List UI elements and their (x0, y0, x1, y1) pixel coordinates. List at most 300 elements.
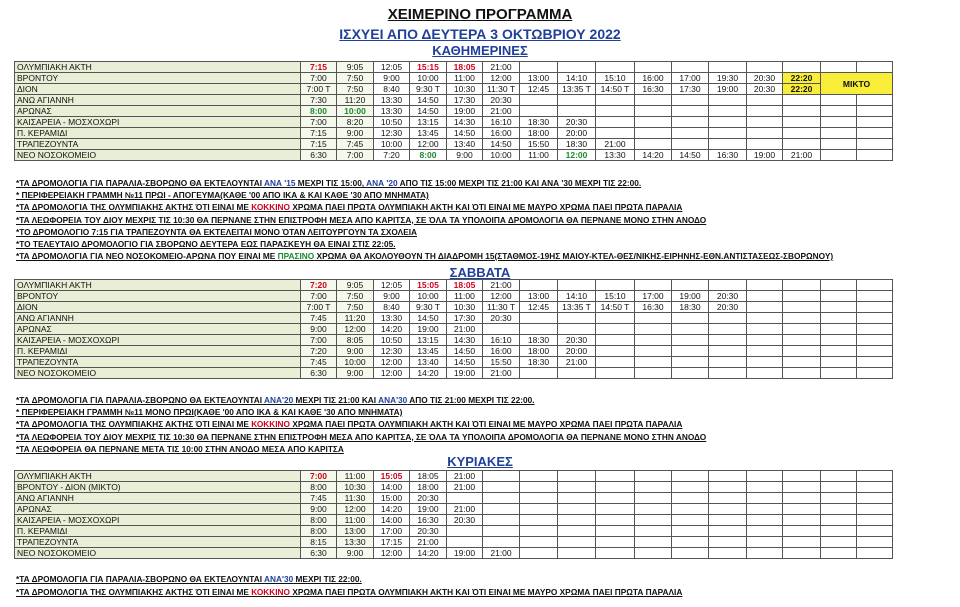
time-cell: 18:05 (410, 471, 447, 482)
note-line (16, 239, 396, 249)
time-cell (821, 324, 857, 335)
time-cell: 11:00 (447, 291, 483, 302)
time-cell (672, 139, 709, 150)
time-cell: 11:20 (337, 313, 374, 324)
note-text: *ΤΑ ΔΡΟΜΟΛΟΓΙΑ ΓΙΑ ΠΑΡΑΛΙΑ-ΣΒΟΡΩΝΟ ΘΑ ΕΚΤΕΛΟΥΝΤΑΙ (16, 178, 265, 188)
time-cell (709, 357, 747, 368)
time-cell: 13:35 Τ (558, 84, 596, 95)
time-cell (520, 515, 558, 526)
time-cell: 10:50 (374, 117, 410, 128)
time-cell: 9:00 (374, 291, 410, 302)
note-text: ΑΠΟ ΤΙΣ 21:00 ΜΕΧΡΙ ΤΙΣ 22:00. (407, 395, 535, 405)
note-line (16, 444, 344, 454)
time-cell: 13:45 (410, 346, 447, 357)
time-cell (558, 515, 596, 526)
time-cell: 7:00 (301, 117, 337, 128)
time-cell: 13:45 (410, 128, 447, 139)
stop-name: ΟΛΥΜΠΙΑΚΗ ΑΚΤΗ (15, 471, 301, 482)
time-cell: 20:30 (747, 84, 783, 95)
time-cell: 12:00 (337, 504, 374, 515)
note-text: ΚΟΚΚΙΝΟ (251, 202, 291, 213)
time-cell: 7:45 (301, 313, 337, 324)
time-cell (747, 515, 783, 526)
time-cell: 15:10 (596, 73, 635, 84)
time-cell: 20:30 (447, 515, 483, 526)
time-cell (747, 324, 783, 335)
table-row (15, 346, 893, 357)
time-cell (483, 515, 520, 526)
time-cell (783, 537, 821, 548)
stop-name: ΑΝΩ ΑΓΙΑΝΝΗ (15, 313, 301, 324)
time-cell (520, 504, 558, 515)
time-cell (520, 493, 558, 504)
time-cell: 9:00 (337, 346, 374, 357)
stop-name: ΑΝΩ ΑΓΙΑΝΝΗ (15, 493, 301, 504)
time-cell (857, 493, 893, 504)
time-cell: 12:45 (520, 302, 558, 313)
time-cell: 12:00 (337, 324, 374, 335)
time-cell (747, 471, 783, 482)
time-cell (672, 95, 709, 106)
time-cell: 7:30 (301, 95, 337, 106)
table-row (15, 150, 893, 161)
time-cell (857, 537, 893, 548)
time-cell (783, 357, 821, 368)
time-cell: 21:00 (447, 482, 483, 493)
time-cell: 14:50 (483, 139, 520, 150)
stop-name: ΑΝΩ ΑΓΙΑΝΝΗ (15, 95, 301, 106)
stop-name: Π. ΚΕΡΑΜΙΔΙ (15, 346, 301, 357)
stop-name: ΔΙΟΝ (15, 302, 301, 313)
time-cell: 15:50 (483, 357, 520, 368)
time-cell (635, 548, 672, 559)
time-cell (821, 368, 857, 379)
time-cell: 13:40 (447, 139, 483, 150)
time-cell (672, 526, 709, 537)
stop-name: ΑΡΩΝΑΣ (15, 106, 301, 117)
time-cell (596, 280, 635, 291)
time-cell: 12:00 (483, 73, 520, 84)
time-cell: 14:50 Τ (596, 84, 635, 95)
time-cell (747, 368, 783, 379)
note-text: ΜΕΧΡΙ ΤΙΣ 21:00 ΚΑΙ (293, 395, 379, 405)
time-cell: 9:00 (374, 73, 410, 84)
time-cell: 18:05 (447, 280, 483, 291)
time-cell (635, 95, 672, 106)
time-cell (747, 335, 783, 346)
time-cell: 20:30 (558, 117, 596, 128)
stop-name: ΒΡΟΝΤΟΥ - ΔΙΟΝ (ΜΙΚΤΟ) (15, 482, 301, 493)
time-cell: 7:00 (301, 73, 337, 84)
time-cell (821, 117, 857, 128)
time-cell (520, 471, 558, 482)
note-text: *ΤΑ ΔΡΟΜΟΛΟΓΙΑ ΤΗΣ ΟΛΥΜΠΙΑΚΗΣ ΑΚΤΗΣ ΌΤΙ ΕΙΝΑΙ ΜΕ (16, 587, 252, 597)
time-cell (747, 313, 783, 324)
time-cell (857, 548, 893, 559)
time-cell: 14:20 (410, 368, 447, 379)
time-cell (747, 302, 783, 313)
time-cell (857, 62, 893, 73)
time-cell: 19:00 (447, 548, 483, 559)
stop-name: ΤΡΑΠΕΖΟΥΝΤΑ (15, 537, 301, 548)
time-cell: 8:15 (301, 537, 337, 548)
time-cell: 18:30 (672, 302, 709, 313)
note-text: *ΤΑ ΛΕΩΦΟΡΕΙΑ ΘΑ ΠΕΡΝΑΝΕ ΜΕΤΑ ΤΙΣ 10:00 ΣΤΗΝ ΑΝΟΔΟ ΜΕΣΑ ΑΠΟ ΚΑΡΙΤΣΑ (16, 443, 344, 454)
time-cell: 16:30 (635, 302, 672, 313)
time-cell (635, 128, 672, 139)
time-cell (857, 526, 893, 537)
time-cell: 7:15 (301, 128, 337, 139)
note-line (16, 227, 417, 237)
time-cell: 6:30 (301, 548, 337, 559)
time-cell: 18:30 (558, 139, 596, 150)
time-cell: 16:10 (483, 335, 520, 346)
time-cell (672, 62, 709, 73)
time-cell: 19:30 (709, 73, 747, 84)
time-cell: 10:30 (447, 302, 483, 313)
note-line (16, 202, 682, 212)
time-cell (558, 493, 596, 504)
note-text: ΑΝΑ'30 (378, 395, 408, 405)
stop-name: ΤΡΑΠΕΖΟΥΝΤΑ (15, 139, 301, 150)
time-cell: 18:00 (520, 346, 558, 357)
time-cell: 20:30 (410, 526, 447, 537)
sunday-table (14, 470, 893, 559)
time-cell (709, 106, 747, 117)
note-text: ΧΡΩΜΑ ΘΑ ΑΚΟΛΟΥΘΟΥΝ ΤΗ ΔΙΑΔΡΟΜΗ 15(ΣΤΑΘΜΟΣ-19ΗΣ ΜΑΙΟΥ-ΚΤΕΛ-ΘΕΣ/ΝΙΚΗΣ-ΕΙΡΗΝΗΣ-ΕΘΝ.ΑΝΤΙΣΤΑΣΕΩΣ-ΣΒΟΡΩΝΟΥ) (314, 251, 834, 262)
time-cell (635, 62, 672, 73)
time-cell (783, 504, 821, 515)
time-cell (783, 62, 821, 73)
time-cell (783, 335, 821, 346)
time-cell: 14:50 (410, 313, 447, 324)
time-cell: 21:00 (558, 357, 596, 368)
time-cell (709, 280, 747, 291)
time-cell (635, 471, 672, 482)
time-cell: 21:00 (483, 62, 520, 73)
time-cell: 13:15 (410, 117, 447, 128)
time-cell: 13:00 (520, 73, 558, 84)
table-row (15, 515, 893, 526)
time-cell (857, 280, 893, 291)
time-cell: 13:30 (374, 106, 410, 117)
time-cell (520, 482, 558, 493)
page-subtitle: ΙΣΧΥΕΙ ΑΠΟ ΔΕΥΤΕΡΑ 3 ΟΚΤΩΒΡΙΟΥ 2022 (339, 26, 621, 42)
time-cell: 19:00 (410, 504, 447, 515)
time-cell: 18:30 (520, 117, 558, 128)
time-cell (635, 106, 672, 117)
note-text: ΜΕΧΡΙ ΤΙΣ 15:00, (295, 178, 367, 188)
time-cell (558, 482, 596, 493)
table-row (15, 128, 893, 139)
time-cell: 14:50 (447, 357, 483, 368)
saturday-title: ΣΑΒΒΑΤΑ (449, 265, 511, 280)
note-text: ΜΕΧΡΙ ΤΙΣ 22:00. (293, 574, 362, 584)
stop-name: ΚΑΙΣΑΡΕΙΑ - ΜΟΣΧΟΧΩΡΙ (15, 117, 301, 128)
time-cell: 7:15 (301, 62, 337, 73)
time-cell: 21:00 (596, 139, 635, 150)
table-row (15, 280, 893, 291)
time-cell: 14:50 (672, 150, 709, 161)
table-row (15, 73, 893, 84)
time-cell (857, 128, 893, 139)
time-cell (783, 368, 821, 379)
time-cell: 14:50 (410, 106, 447, 117)
time-cell: 18:00 (520, 128, 558, 139)
time-cell: 7:50 (337, 291, 374, 302)
note-text: *ΤΑ ΔΡΟΜΟΛΟΓΙΑ ΓΙΑ ΝΕΟ ΝΟΣΟΚΟΜΕΙΟ-ΑΡΩΝΑ ΠΟΥ ΕΙΝΑΙ ΜΕ (16, 251, 278, 262)
time-cell (783, 95, 821, 106)
time-cell: 19:00 (672, 291, 709, 302)
time-cell (783, 324, 821, 335)
note-text: ΧΡΩΜΑ ΠΑΕΙ ΠΡΩΤΑ ΟΛΥΜΠΙΑΚΗ ΑΚΤΗ ΚΑΙ ΌΤΙ ΕΙΝΑΙ ΜΕ ΜΑΥΡΟ ΧΡΩΜΑ ΠΑΕΙ ΠΡΩΤΑ ΠΑΡΑΛΙΑ (290, 587, 683, 597)
time-cell (709, 117, 747, 128)
stop-name: Π. ΚΕΡΑΜΙΔΙ (15, 526, 301, 537)
note-text: ΑΠΟ ΤΙΣ 15:00 ΜΕΧΡΙ ΤΙΣ 21:00 ΚΑΙ ΑΝΑ '30 ΜΕΧΡΙ ΤΙΣ 22:00. (397, 178, 642, 188)
table-row (15, 302, 893, 313)
time-cell (596, 106, 635, 117)
note-text: *ΤΟ ΔΡΟΜΟΛΟΓΙΟ 7:15 ΓΙΑ ΤΡΑΠΕΖΟΥΝΤΑ ΘΑ ΕΚΤΕΛΕΙΤΑΙ ΜΟΝΟ ΌΤΑΝ ΛΕΙΤΟΥΡΓΟΥΝ ΤΑ ΣΧΟΛΕΙΑ (16, 226, 418, 237)
time-cell (821, 537, 857, 548)
time-cell (635, 368, 672, 379)
time-cell: 20:30 (483, 313, 520, 324)
time-cell: 20:30 (747, 73, 783, 84)
stop-name: ΒΡΟΝΤΟΥ (15, 291, 301, 302)
mikto-label: ΜΙΚΤΟ (821, 73, 893, 95)
time-cell (520, 368, 558, 379)
time-cell: 11:00 (337, 471, 374, 482)
time-cell (635, 515, 672, 526)
time-cell (857, 106, 893, 117)
note-text: * ΠΕΡΙΦΕΡΕΙΑΚΗ ΓΡΑΜΜΗ №11 ΠΡΩΙ - ΑΠΟΓΕΥΜΑ(ΚΑΘΕ '00 ΑΠΟ ΙΚΑ & ΚΑΙ ΚΑΘΕ '30 ΑΠΟ ΜΝΗΜΑΤΑ) (16, 190, 429, 201)
time-cell (709, 526, 747, 537)
note-line (16, 190, 429, 200)
time-cell: 19:00 (747, 150, 783, 161)
time-cell (857, 139, 893, 150)
time-cell (747, 128, 783, 139)
time-cell (857, 302, 893, 313)
time-cell: 13:30 (374, 95, 410, 106)
time-cell (672, 346, 709, 357)
time-cell (821, 335, 857, 346)
time-cell (747, 548, 783, 559)
time-cell: 13:30 (337, 537, 374, 548)
time-cell: 9:00 (337, 368, 374, 379)
time-cell (709, 139, 747, 150)
time-cell (672, 368, 709, 379)
time-cell (783, 313, 821, 324)
time-cell (596, 313, 635, 324)
stop-name: ΑΡΩΝΑΣ (15, 324, 301, 335)
time-cell: 14:50 (447, 346, 483, 357)
time-cell: 17:00 (374, 526, 410, 537)
note-text: *ΤΑ ΔΡΟΜΟΛΟΓΙΑ ΤΗΣ ΟΛΥΜΠΙΑΚΗΣ ΑΚΤΗΣ ΌΤΙ ΕΙΝΑΙ ΜΕ (16, 419, 252, 430)
time-cell (857, 324, 893, 335)
time-cell (747, 106, 783, 117)
time-cell: 7:00 (301, 291, 337, 302)
time-cell (447, 493, 483, 504)
table-row (15, 106, 893, 117)
time-cell: 12:05 (374, 280, 410, 291)
time-cell: 11:00 (447, 73, 483, 84)
time-cell: 9:00 (337, 128, 374, 139)
time-cell (558, 471, 596, 482)
time-cell: 20:00 (558, 346, 596, 357)
time-cell: 9:05 (337, 280, 374, 291)
time-cell: 21:00 (447, 504, 483, 515)
time-cell: 18:30 (520, 357, 558, 368)
time-cell (747, 139, 783, 150)
time-cell: 7:20 (301, 280, 337, 291)
time-cell (596, 357, 635, 368)
time-cell: 19:00 (447, 106, 483, 117)
stop-name: ΟΛΥΜΠΙΑΚΗ ΑΚΤΗ (15, 62, 301, 73)
time-cell: 10:00 (410, 291, 447, 302)
time-cell: 16:00 (635, 73, 672, 84)
time-cell (709, 95, 747, 106)
time-cell: 9:05 (337, 62, 374, 73)
time-cell: 8:40 (374, 84, 410, 95)
time-cell (709, 482, 747, 493)
time-cell: 15:50 (520, 139, 558, 150)
time-cell (709, 368, 747, 379)
table-row (15, 324, 893, 335)
time-cell: 9:30 Τ (410, 84, 447, 95)
time-cell (596, 482, 635, 493)
time-cell: 12:00 (374, 548, 410, 559)
time-cell (821, 62, 857, 73)
time-cell: 7:50 (337, 73, 374, 84)
time-cell (520, 526, 558, 537)
time-cell: 13:00 (520, 291, 558, 302)
time-cell: 11:00 (337, 515, 374, 526)
time-cell: 9:00 (337, 548, 374, 559)
time-cell (672, 106, 709, 117)
time-cell: 12:30 (374, 346, 410, 357)
time-cell (857, 335, 893, 346)
time-cell: 12:00 (558, 150, 596, 161)
time-cell (821, 471, 857, 482)
time-cell: 21:00 (483, 548, 520, 559)
time-cell: 13:15 (410, 335, 447, 346)
time-cell (709, 504, 747, 515)
time-cell (672, 117, 709, 128)
time-cell: 17:00 (635, 291, 672, 302)
time-cell: 11:30 (337, 493, 374, 504)
time-cell (857, 368, 893, 379)
stop-name: ΤΡΑΠΕΖΟΥΝΤΑ (15, 357, 301, 368)
time-cell (821, 291, 857, 302)
time-cell (783, 515, 821, 526)
time-cell (558, 548, 596, 559)
time-cell: 14:30 (447, 117, 483, 128)
time-cell (709, 493, 747, 504)
time-cell (747, 95, 783, 106)
stop-name: ΒΡΟΝΤΟΥ (15, 73, 301, 84)
time-cell (821, 313, 857, 324)
time-cell (596, 324, 635, 335)
time-cell: 14:50 Τ (596, 302, 635, 313)
time-cell: 17:00 (672, 73, 709, 84)
time-cell: 16:30 (410, 515, 447, 526)
time-cell (635, 346, 672, 357)
time-cell (558, 106, 596, 117)
time-cell (596, 128, 635, 139)
time-cell: 14:20 (410, 548, 447, 559)
time-cell: 10:00 (374, 139, 410, 150)
time-cell (821, 548, 857, 559)
time-cell (635, 313, 672, 324)
saturday-table (14, 279, 893, 379)
sunday-title: ΚΥΡΙΑΚΕΣ (447, 454, 513, 469)
time-cell (596, 537, 635, 548)
time-cell (672, 324, 709, 335)
time-cell: 12:00 (483, 291, 520, 302)
time-cell (709, 324, 747, 335)
time-cell (709, 335, 747, 346)
time-cell (483, 526, 520, 537)
time-cell (857, 117, 893, 128)
time-cell (635, 493, 672, 504)
stop-name: Π. ΚΕΡΑΜΙΔΙ (15, 128, 301, 139)
time-cell (672, 471, 709, 482)
time-cell (596, 526, 635, 537)
time-cell: 21:00 (483, 368, 520, 379)
time-cell: 7:20 (301, 346, 337, 357)
time-cell (857, 504, 893, 515)
time-cell: 13:30 (596, 150, 635, 161)
time-cell: 12:00 (410, 139, 447, 150)
time-cell: 7:45 (337, 139, 374, 150)
time-cell (672, 493, 709, 504)
time-cell (783, 526, 821, 537)
note-line (16, 251, 833, 261)
time-cell: 17:30 (447, 313, 483, 324)
stop-name: ΚΑΙΣΑΡΕΙΑ - ΜΟΣΧΟΧΩΡΙ (15, 515, 301, 526)
time-cell (672, 280, 709, 291)
time-cell: 18:05 (447, 62, 483, 73)
time-cell (596, 515, 635, 526)
time-cell (821, 357, 857, 368)
time-cell (747, 62, 783, 73)
time-cell: 15:05 (374, 471, 410, 482)
time-cell (821, 515, 857, 526)
time-cell (558, 537, 596, 548)
note-text: * ΠΕΡΙΦΕΡΕΙΑΚΗ ΓΡΑΜΜΗ №11 ΜΟΝΟ ΠΡΩΙ(ΚΑΘΕ '00 ΑΠΟ ΙΚΑ & ΚΑΙ ΚΑΘΕ '30 ΑΠΟ ΜΝΗΜΑΤΑ) (16, 407, 403, 418)
time-cell (821, 95, 857, 106)
time-cell (596, 471, 635, 482)
time-cell (857, 515, 893, 526)
time-cell: 10:30 (447, 84, 483, 95)
time-cell (596, 493, 635, 504)
time-cell (483, 324, 520, 335)
time-cell: 14:00 (374, 482, 410, 493)
time-cell: 12:30 (374, 128, 410, 139)
table-row (15, 537, 893, 548)
time-cell: 8:05 (337, 335, 374, 346)
time-cell (709, 62, 747, 73)
time-cell (596, 62, 635, 73)
time-cell: 11:20 (337, 95, 374, 106)
stop-name: ΑΡΩΝΑΣ (15, 504, 301, 515)
time-cell: 8:00 (410, 150, 447, 161)
time-cell (635, 335, 672, 346)
time-cell: 9:00 (301, 504, 337, 515)
time-cell: 18:00 (410, 482, 447, 493)
time-cell: 17:30 (447, 95, 483, 106)
time-cell (447, 526, 483, 537)
time-cell: 9:30 Τ (410, 302, 447, 313)
